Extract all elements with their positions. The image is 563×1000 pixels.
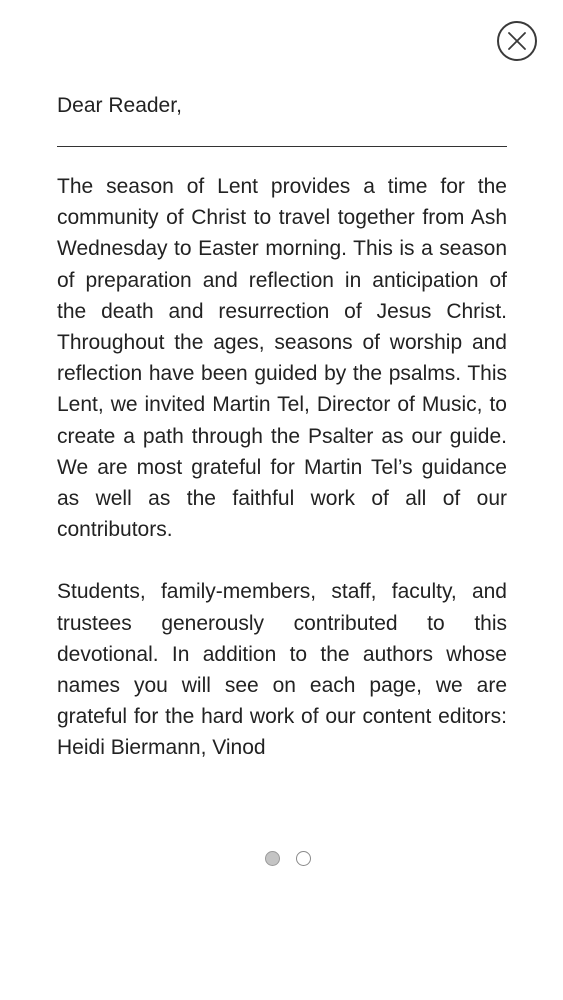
- close-icon: [507, 31, 527, 51]
- page-indicator: [265, 851, 311, 866]
- letter-body[interactable]: [57, 171, 507, 776]
- letter-greeting: Dear Reader,: [57, 94, 182, 117]
- letter-paragraph: Students, family-members, staff, faculty, and trustees generously contributed to this devotional. In addition to the authors whose names you will see on each page, we are grateful for the hard work of our content editors: Heidi Biermann, Vinod: [57, 580, 507, 760]
- divider: [57, 146, 507, 147]
- letter-paragraph: The season of Lent provides a time for the community of Christ to travel together from Ash Wednesday to Easter morning. This is a season of preparation and reflection in anticipation of the death and resurrection of Jesus Christ. Throughout the ages, seasons of worship and reflection have been guided by the psalms. This Lent, we invited Martin Tel, Director of Music, to create a path through the Psalter as our guide. We are most grateful for Martin Tel’s guidance as well as the faithful work of all of our contributors.: [57, 175, 507, 542]
- close-button[interactable]: [497, 21, 537, 61]
- page-dot-1[interactable]: [265, 851, 280, 866]
- page-dot-2[interactable]: [296, 851, 311, 866]
